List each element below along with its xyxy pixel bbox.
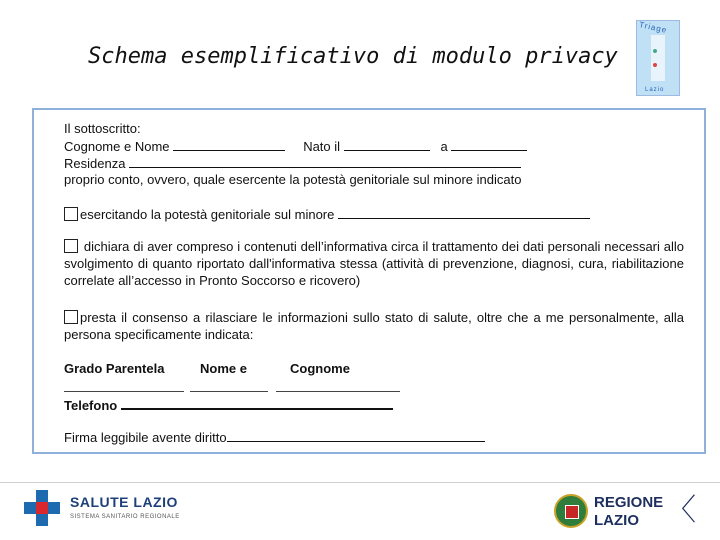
regione-emblem-icon [554, 494, 588, 528]
checkbox-consenso[interactable] [64, 310, 78, 324]
label-a: a [440, 139, 448, 154]
footer-divider [0, 482, 720, 483]
regione-label: REGIONE [594, 494, 664, 511]
label-telefono: Telefono [64, 398, 118, 413]
field-firma[interactable] [227, 429, 485, 442]
logo-arc-text: Triage [638, 20, 669, 35]
option-consenso-label: presta il consenso a rilasciare le informazioni sullo stato di salute, oltre che a me personalmente, alla persona specificamente indicata: [64, 310, 684, 342]
salute-lazio-title: SALUTE LAZIO [70, 494, 178, 510]
lazio-label: LAZIO [594, 512, 639, 529]
col-cognome: Cognome [290, 361, 350, 376]
logo-bar [651, 35, 665, 81]
field-grado-parentela[interactable] [64, 391, 184, 392]
page-title: Schema esemplificativo di modulo privacy [88, 44, 618, 69]
option-dichiara-label: dichiara di aver compreso i contenuti dell’informativa circa il trattamento dei dati personali necessari allo svolgimento di quanto riportato dall'informativa stessa (attività di prevenzione, diagnosi, cura, riabilitazione correlate all’accesso in Pronto Soccorso e ricovero) [64, 239, 684, 288]
label-cognome-nome: Cognome e Nome [64, 139, 170, 154]
option-dichiara [64, 238, 684, 289]
privacy-form [32, 108, 706, 454]
form-intro: Il sottoscritto: [64, 121, 141, 136]
form-row-residenza [64, 155, 521, 172]
logo-foot-text: Lazio [645, 87, 665, 93]
label-firma: Firma leggibile avente diritto [64, 430, 227, 445]
form-row-proprio-conto: proprio conto, ovvero, quale esercente la potestà genitoriale sul minore indicato [64, 172, 522, 187]
field-nato-il[interactable] [344, 138, 430, 151]
salute-lazio-subtitle: SISTEMA SANITARIO REGIONALE [70, 514, 180, 520]
logo-dot-green [653, 49, 657, 53]
form-row-name [64, 138, 527, 155]
salute-lazio-logo [24, 490, 184, 530]
label-nato-il: Nato il [303, 139, 341, 154]
option-potesta-label: esercitando la potestà genitoriale sul minore [80, 207, 335, 222]
option-potesta [64, 206, 590, 223]
field-residenza[interactable] [129, 155, 521, 168]
logo-dot-red [653, 63, 657, 67]
field-luogo[interactable] [451, 138, 527, 151]
field-cognome[interactable] [276, 391, 400, 392]
label-residenza: Residenza [64, 156, 126, 171]
field-cognome-nome[interactable] [173, 138, 285, 151]
col-nome: Nome e [200, 361, 247, 376]
field-telefono[interactable] [121, 396, 393, 410]
chevron-mark-icon: 〈 [666, 494, 696, 527]
option-consenso [64, 309, 684, 343]
checkbox-potesta[interactable] [64, 207, 78, 221]
field-minore[interactable] [338, 206, 590, 219]
col-grado-parentela: Grado Parentela [64, 361, 165, 376]
cross-icon [24, 490, 60, 526]
triage-lazio-logo [636, 20, 680, 96]
regione-lazio-logo [554, 490, 694, 534]
form-row-firma [64, 429, 485, 446]
field-nome[interactable] [190, 391, 268, 392]
form-row-telefono [64, 396, 393, 414]
checkbox-dichiara[interactable] [64, 239, 78, 253]
